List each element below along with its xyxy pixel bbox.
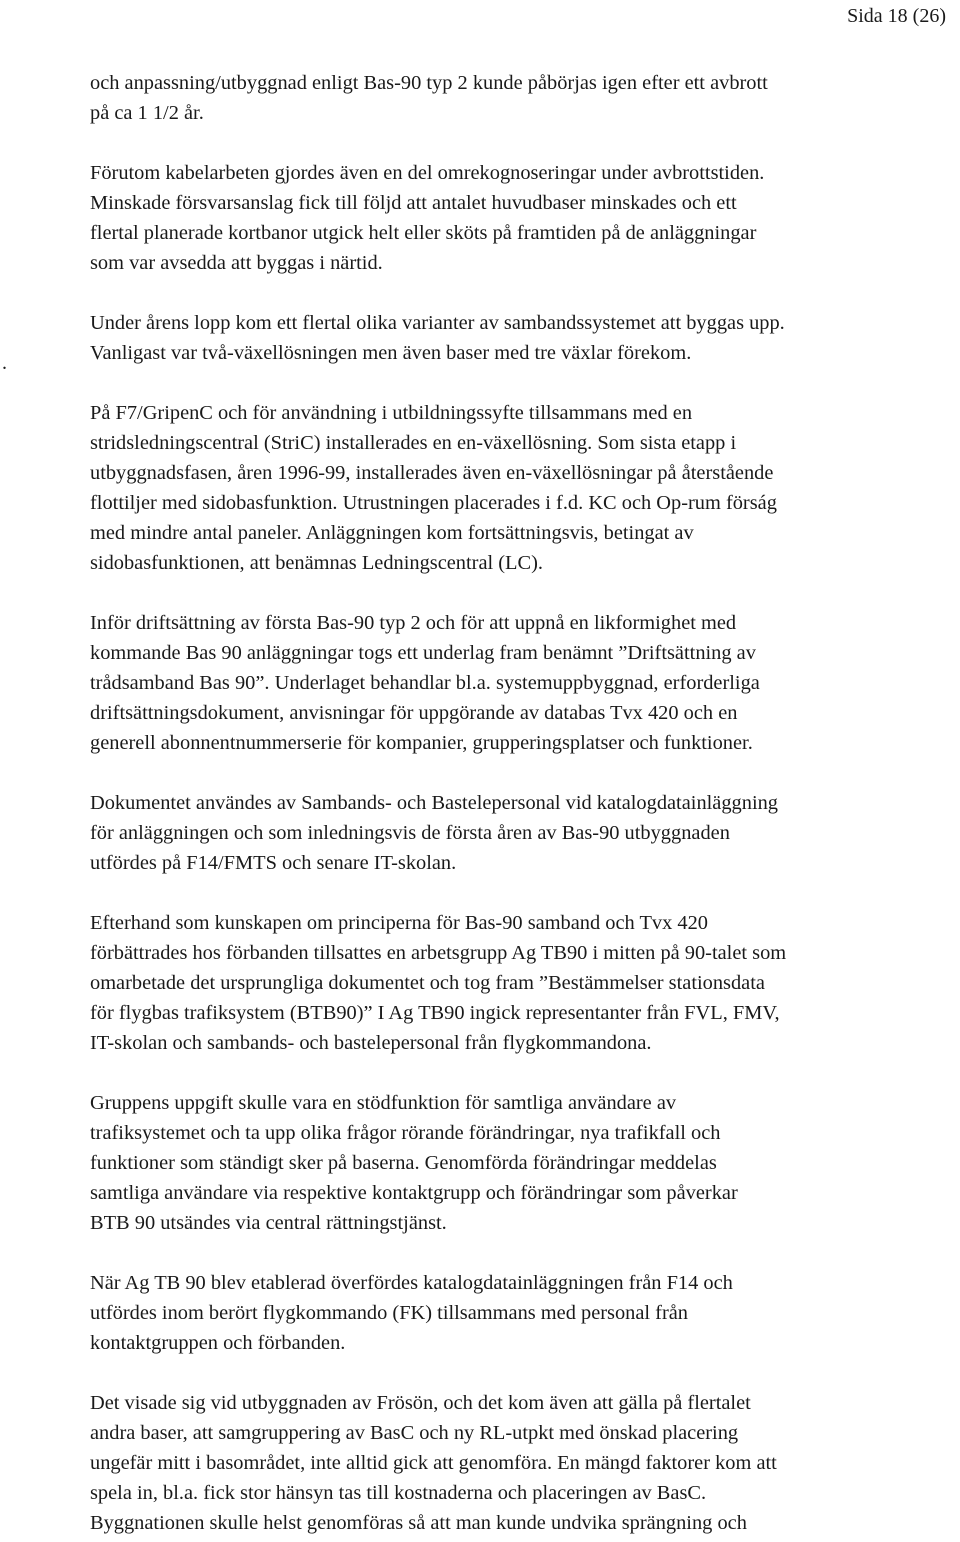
paragraph-8 bbox=[90, 1088, 958, 1238]
document-body bbox=[90, 68, 958, 1538]
page-number: Sida 18 (26) bbox=[847, 5, 946, 27]
text-line: Minskade försvarsanslag fick till följd att antalet huvudbaser minskades och ett bbox=[90, 192, 737, 214]
text-line: Vanligast var två-växellösningen men även baser med tre växlar förekom. bbox=[90, 342, 692, 364]
text-line: som var avsedda att byggas i närtid. bbox=[90, 252, 383, 274]
text-line: för anläggningen och som inledningsvis de första åren av Bas-90 utbyggnaden bbox=[90, 822, 730, 844]
text-line: utfördes på F14/FMTS och senare IT-skolan. bbox=[90, 852, 457, 874]
text-line: Under årens lopp kom ett flertal olika varianter av sambandssystemet att byggas upp. bbox=[90, 312, 785, 334]
paragraph-9 bbox=[90, 1268, 958, 1358]
paragraph-4 bbox=[90, 398, 958, 578]
paragraph-5 bbox=[90, 608, 958, 758]
text-line: spela in, bl.a. fick stor hänsyn tas till kostnaderna och placeringen av BasC. bbox=[90, 1482, 707, 1504]
text-line: generell abonnentnummerserie för kompanier, grupperingsplatser och funktioner. bbox=[90, 732, 753, 754]
text-line: trafiksystemet och ta upp olika frågor rörande förändringar, nya trafikfall och bbox=[90, 1122, 721, 1144]
text-line: Byggnationen skulle helst genomföras så att man kunde undvika sprängning och bbox=[90, 1512, 747, 1534]
paragraph-3 bbox=[90, 308, 958, 368]
paragraph-7 bbox=[90, 908, 958, 1058]
text-line: BTB 90 utsändes via central rättningstjänst. bbox=[90, 1212, 447, 1234]
text-line: kontaktgruppen och förbanden. bbox=[90, 1332, 346, 1354]
text-line: IT-skolan och sambands- och bastelepersonal från flygkommandona. bbox=[90, 1032, 652, 1054]
text-line: på ca 1 1/2 år. bbox=[90, 102, 204, 124]
paragraph-6 bbox=[90, 788, 958, 878]
text-line: flottiljer med sidobasfunktion. Utrustningen placerades i f.d. KC och Op-rum förság bbox=[90, 492, 777, 514]
text-line: Inför driftsättning av första Bas-90 typ 2 och för att uppnå en likformighet med bbox=[90, 612, 737, 634]
text-line: omarbetade det ursprungliga dokumentet och tog fram ”Bestämmelser stationsdata bbox=[90, 972, 765, 994]
text-line: Det visade sig vid utbyggnaden av Frösön, och det kom även att gälla på flertalet bbox=[90, 1392, 751, 1414]
text-line: kommande Bas 90 anläggningar togs ett underlag fram benämnt ”Driftsättning av bbox=[90, 642, 756, 664]
text-line: Gruppens uppgift skulle vara en stödfunktion för samtliga användare av bbox=[90, 1092, 677, 1114]
text-line: för flygbas trafiksystem (BTB90)” I Ag TB90 ingick representanter från FVL, FMV, bbox=[90, 1002, 780, 1024]
text-line: sidobasfunktionen, att benämnas Ledningscentral (LC). bbox=[90, 552, 544, 574]
text-line: flertal planerade kortbanor utgick helt eller sköts på framtiden på de anläggningar bbox=[90, 222, 757, 244]
text-line: stridsledningscentral (StriC) installerades en en-växellösning. Som sista etapp i bbox=[90, 432, 737, 454]
text-line: med mindre antal paneler. Anläggningen kom fortsättningsvis, betingat av bbox=[90, 522, 694, 544]
text-line: Förutom kabelarbeten gjordes även en del omrekognoseringar under avbrottstiden. bbox=[90, 162, 765, 184]
text-line: När Ag TB 90 blev etablerad överfördes katalogdatainläggningen från F14 och bbox=[90, 1272, 733, 1294]
paragraph-2 bbox=[90, 158, 958, 278]
text-line: och anpassning/utbyggnad enligt Bas-90 typ 2 kunde påbörjas igen efter ett avbrott bbox=[90, 72, 768, 94]
text-line: andra baser, att samgruppering av BasC och ny RL-utpkt med önskad placering bbox=[90, 1422, 739, 1444]
paragraph-1 bbox=[90, 68, 958, 128]
text-line: Dokumentet användes av Sambands- och Bastelepersonal vid katalogdatainläggning bbox=[90, 792, 778, 814]
text-line: samtliga användare via respektive kontaktgrupp och förändringar som påverkar bbox=[90, 1182, 738, 1204]
text-line: På F7/GripenC och för användning i utbildningssyfte tillsammans med en bbox=[90, 402, 693, 424]
text-line: ungefär mitt i basområdet, inte alltid gick att genomföra. En mängd faktorer kom att bbox=[90, 1452, 777, 1474]
text-line: Efterhand som kunskapen om principerna för Bas-90 samband och Tvx 420 bbox=[90, 912, 708, 934]
margin-mark: . bbox=[2, 352, 7, 374]
text-line: driftsättningsdokument, anvisningar för uppgörande av databas Tvx 420 och en bbox=[90, 702, 738, 724]
paragraph-10 bbox=[90, 1388, 958, 1538]
text-line: trådsamband Bas 90”. Underlaget behandlar bl.a. systemuppbyggnad, erforderliga bbox=[90, 672, 760, 694]
text-line: utbyggnadsfasen, åren 1996-99, installerades även en-växellösningar på återstående bbox=[90, 462, 774, 484]
text-line: utfördes inom berört flygkommando (FK) tillsammans med personal från bbox=[90, 1302, 688, 1324]
text-line: funktioner som ständigt sker på baserna. Genomförda förändringar meddelas bbox=[90, 1152, 717, 1174]
text-line: förbättrades hos förbanden tillsattes en arbetsgrupp Ag TB90 i mitten på 90-talet som bbox=[90, 942, 787, 964]
